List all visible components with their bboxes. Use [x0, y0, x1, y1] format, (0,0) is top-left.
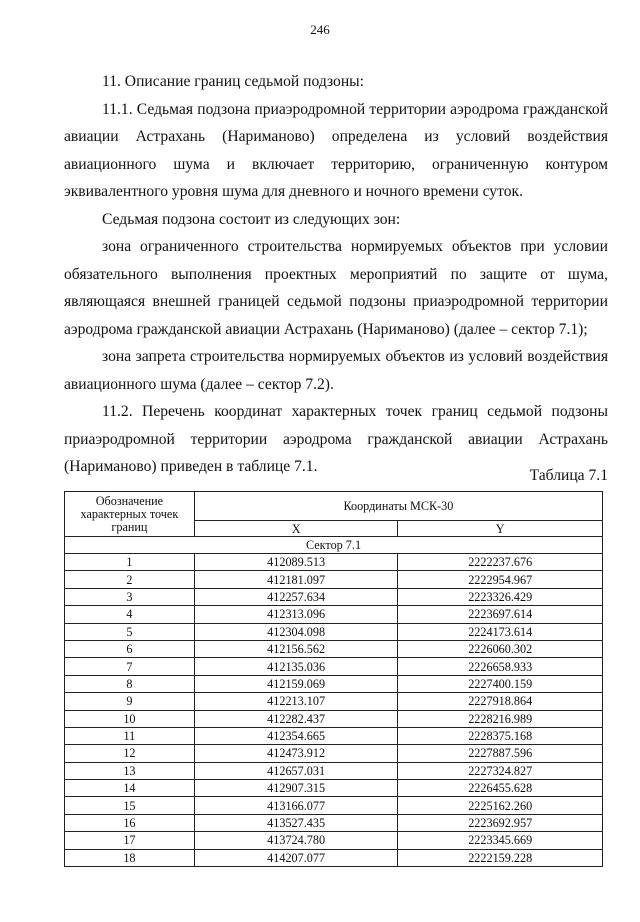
cell-y: 2226455.628	[398, 780, 603, 797]
cell-point-number: 3	[65, 588, 195, 605]
table-row	[65, 675, 603, 692]
table-row	[65, 640, 603, 657]
cell-y: 2226658.933	[398, 658, 603, 675]
table-row	[65, 797, 603, 814]
cell-point-number: 5	[65, 623, 195, 640]
cell-point-number: 16	[65, 814, 195, 831]
cell-point-number: 12	[65, 745, 195, 762]
cell-point-number: 10	[65, 710, 195, 727]
coordinates-table	[64, 491, 603, 867]
cell-x: 412156.562	[194, 640, 398, 657]
cell-x: 413724.780	[194, 832, 398, 849]
cell-point-number: 18	[65, 849, 195, 866]
body-text	[64, 68, 608, 481]
table-row	[65, 727, 603, 744]
cell-y: 2228216.989	[398, 710, 603, 727]
cell-y: 2223697.614	[398, 606, 603, 623]
cell-x: 413166.077	[194, 797, 398, 814]
header-coordinates: Координаты МСК-30	[194, 492, 602, 521]
cell-point-number: 2	[65, 571, 195, 588]
cell-x: 412159.069	[194, 675, 398, 692]
paragraph-zones-intro: Седьмая подзона состоит из следующих зон:	[102, 210, 401, 228]
table-row	[65, 762, 603, 779]
cell-point-number: 9	[65, 693, 195, 710]
cell-y: 2227918.864	[398, 693, 603, 710]
table-row	[65, 745, 603, 762]
cell-point-number: 1	[65, 554, 195, 571]
cell-point-number: 11	[65, 727, 195, 744]
cell-x: 412657.031	[194, 762, 398, 779]
cell-y: 2223692.957	[398, 814, 603, 831]
cell-x: 412473.912	[194, 745, 398, 762]
header-y: Y	[398, 521, 603, 537]
table-row	[65, 710, 603, 727]
paragraph-11-2: 11.2. Перечень координат характерных точек границ седьмой подзоны приаэродромной территории аэродрома гражданской авиации Астрахань (Нариманово) приведен в таблице 7.1.	[64, 403, 608, 475]
header-x: X	[194, 521, 398, 537]
cell-y: 2222237.676	[398, 554, 603, 571]
cell-x: 412313.096	[194, 606, 398, 623]
page-number: 246	[310, 22, 330, 37]
table-caption: Таблица 7.1	[529, 467, 608, 484]
table-row	[65, 658, 603, 675]
cell-y: 2225162.260	[398, 797, 603, 814]
cell-x: 412135.036	[194, 658, 398, 675]
table-row	[65, 571, 603, 588]
cell-y: 2223345.669	[398, 832, 603, 849]
cell-point-number: 15	[65, 797, 195, 814]
cell-y: 2228375.168	[398, 727, 603, 744]
cell-x: 412354.665	[194, 727, 398, 744]
table-row	[65, 849, 603, 866]
cell-y: 2227887.596	[398, 745, 603, 762]
header-point: Обозначение характерных точек границ	[65, 492, 195, 537]
cell-point-number: 13	[65, 762, 195, 779]
cell-x: 412304.098	[194, 623, 398, 640]
table-row	[65, 780, 603, 797]
cell-x: 414207.077	[194, 849, 398, 866]
table-row	[65, 693, 603, 710]
cell-y: 2222159.228	[398, 849, 603, 866]
table-row	[65, 606, 603, 623]
paragraph-11-1: 11.1. Седьмая подзона приаэродромной территории аэродрома гражданской авиации Астрахань (Нариманово) определена из условий воздействия авиационного шума и включает территорию, ограниченную контуром эквивалентного уровня шума для дневного и ночного времени суток.	[64, 100, 608, 200]
cell-point-number: 14	[65, 780, 195, 797]
cell-point-number: 4	[65, 606, 195, 623]
cell-point-number: 17	[65, 832, 195, 849]
cell-point-number: 7	[65, 658, 195, 675]
paragraph-zone-7-2: зона запрета строительства нормируемых объектов из условий воздействия авиационного шума (далее – сектор 7.2).	[64, 348, 608, 393]
cell-y: 2222954.967	[398, 571, 603, 588]
cell-y: 2227400.159	[398, 675, 603, 692]
cell-x: 412089.513	[194, 554, 398, 571]
paragraph-zone-7-1: зона ограниченного строительства нормируемых объектов при условии обязательного выполнения проектных мероприятий по защите от шума, являющаяся внешней границей седьмой подзоны приаэродромной территории аэродрома гражданской авиации Астрахань (Нариманово) (далее – сектор 7.1);	[64, 238, 608, 338]
cell-x: 412181.097	[194, 571, 398, 588]
cell-y: 2224173.614	[398, 623, 603, 640]
cell-x: 412213.107	[194, 693, 398, 710]
section-heading: 11. Описание границ седьмой подзоны:	[102, 73, 364, 90]
table-row	[65, 554, 603, 571]
sector-label: Сектор 7.1	[65, 537, 603, 554]
table-row	[65, 623, 603, 640]
cell-point-number: 8	[65, 675, 195, 692]
cell-x: 412907.315	[194, 780, 398, 797]
cell-y: 2223326.429	[398, 588, 603, 605]
cell-x: 412257.634	[194, 588, 398, 605]
cell-x: 412282.437	[194, 710, 398, 727]
table-row	[65, 588, 603, 605]
cell-y: 2226060.302	[398, 640, 603, 657]
table-row	[65, 814, 603, 831]
cell-point-number: 6	[65, 640, 195, 657]
table-row	[65, 832, 603, 849]
cell-y: 2227324.827	[398, 762, 603, 779]
cell-x: 413527.435	[194, 814, 398, 831]
